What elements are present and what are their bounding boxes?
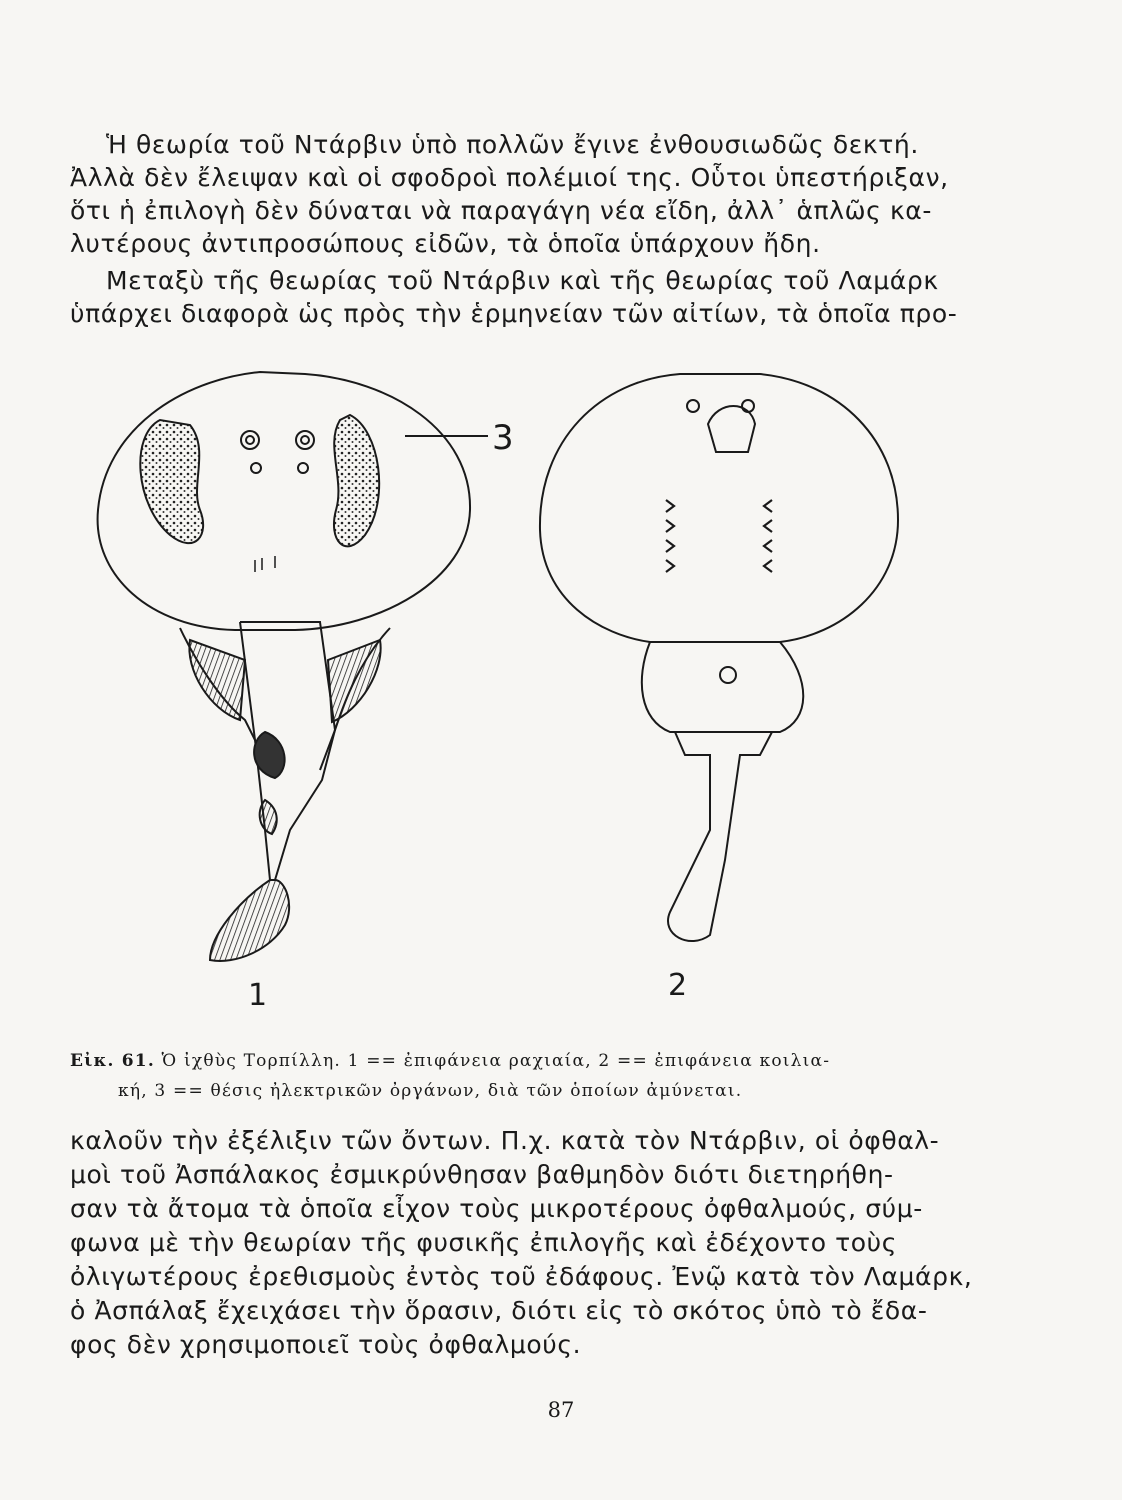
text-line: σαν τὰ ἄτομα τὰ ὁποῖα εἶχον τοὺς μικροτέρους ὀφθαλμούς, σύμ- xyxy=(70,1194,923,1223)
dorsal-view-drawing xyxy=(98,372,488,961)
figure-label-2: 2 xyxy=(668,968,688,1003)
figure-label-1: 1 xyxy=(248,978,268,1013)
torpedo-fish-figure xyxy=(60,360,1060,1030)
figure-caption xyxy=(70,1046,950,1106)
text-line: ὅτι ἡ ἐπιλογὴ δὲν δύναται νὰ παραγάγη νέα εἴδη, ἀλλ᾽ ἁπλῶς κα- xyxy=(70,196,932,225)
text-line: Ἀλλὰ δὲν ἔλειψαν καὶ οἱ σφοδροὶ πολέμιοί της. Οὗτοι ὑπεστήριξαν, xyxy=(70,163,949,192)
caption-text: Ὁ ἰχθὺς Τορπίλλη. 1 == ἐπιφάνεια ραχιαία, 2 == ἐπιφάνεια κοιλια- xyxy=(154,1051,831,1071)
page-number: 87 xyxy=(547,1398,575,1422)
text-line: καλοῦν τὴν ἐξέλιξιν τῶν ὄντων. Π.χ. κατὰ τὸν Ντάρβιν, οἱ ὀφθαλ- xyxy=(70,1126,940,1155)
torpedo-illustration xyxy=(60,360,1060,1030)
text-line: Ἡ θεωρία τοῦ Ντάρβιν ὑπὸ πολλῶν ἔγινε ἐνθουσιωδῶς δεκτή. xyxy=(106,130,919,159)
ventral-view-drawing xyxy=(540,374,898,941)
text-line: λυτέρους ἀντιπροσώπους εἰδῶν, τὰ ὁποῖα ὑπάρχουν ἤδη. xyxy=(70,229,821,258)
paragraph-2 xyxy=(70,264,958,330)
paragraph-1 xyxy=(70,128,950,260)
text-line: ὁ Ἀσπάλαξ ἔχειχάσει τὴν ὅρασιν, διότι εἰς τὸ σκότος ὑπὸ τὸ ἔδα- xyxy=(70,1296,928,1325)
text-line: Μεταξὺ τῆς θεωρίας τοῦ Ντάρβιν καὶ τῆς θεωρίας τοῦ Λαμάρκ xyxy=(106,266,939,295)
text-line: φωνα μὲ τὴν θεωρίαν τῆς φυσικῆς ἐπιλογῆς καὶ ἐδέχοντο τοὺς xyxy=(70,1228,898,1257)
paragraph-3 xyxy=(70,1124,973,1362)
text-line: μοὶ τοῦ Ἀσπάλακος ἐσμικρύνθησαν βαθμηδὸν διότι διετηρήθη- xyxy=(70,1160,894,1189)
figure-label-3: 3 xyxy=(492,418,514,458)
text-line: ὀλιγωτέρους ἐρεθισμοὺς ἐντὸς τοῦ ἐδάφους. Ἐνῷ κατὰ τὸν Λαμάρκ, xyxy=(70,1262,973,1291)
caption-line-1 xyxy=(70,1046,950,1076)
caption-line-2: κή, 3 == θέσις ἠλεκτρικῶν ὀργάνων, διὰ τῶν ὁποίων ἀμύνεται. xyxy=(118,1081,743,1101)
caption-number: Εἰκ. 61. xyxy=(70,1051,155,1071)
text-line: φος δὲν χρησιμοποιεῖ τοὺς ὀφθαλμούς. xyxy=(70,1330,582,1359)
text-line: ὑπάρχει διαφορὰ ὡς πρὸς τὴν ἑρμηνείαν τῶν αἰτίων, τὰ ὁποῖα προ- xyxy=(70,299,958,328)
